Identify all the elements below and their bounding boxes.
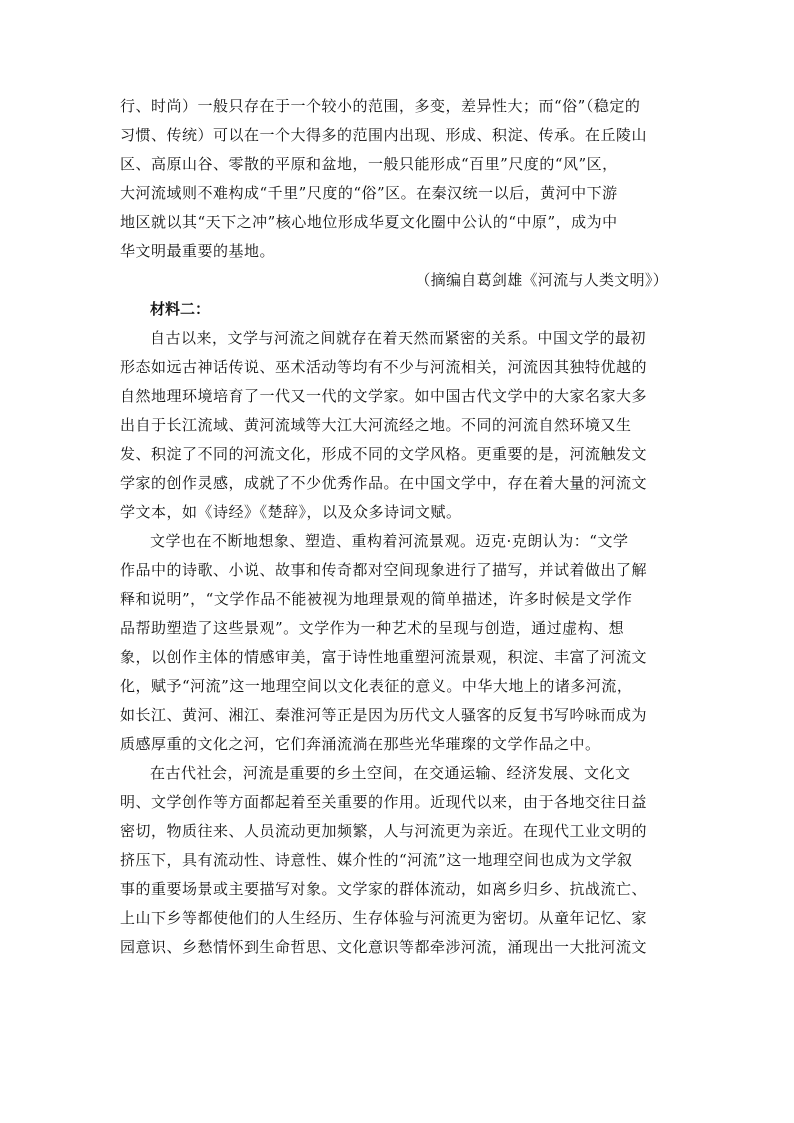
text-line: 自古以来，文学与河流之间就存在着天然而紧密的关系。中国文学的最初: [150, 329, 647, 347]
text-line: 文学也在不断地想象、塑造、重构着河流景观。迈克·克朗认为：“文学: [150, 532, 629, 550]
text-line: 区、高原山谷、零散的平原和盆地，一般只能形成“百里”尺度的“风”区，: [120, 155, 618, 173]
source-citation: （摘编自葛剑雄《河流与人类文明》）: [415, 271, 668, 289]
text-line: 化，赋予“河流”这一地理空间以文化表征的意义。中华大地上的诸多河流，: [120, 677, 633, 695]
text-line: 习惯、传统）可以在一个大得多的范围内出现、形成、积淀、传承。在丘陵山: [120, 126, 648, 144]
text-line: 学家的创作灵感，成就了不少优秀作品。在中国文学中，存在着大量的河流文: [120, 474, 648, 492]
text-line: 华文明最重要的基地。: [120, 242, 276, 260]
text-line: 形态如远古神话传说、巫术活动等均有不少与河流相关，河流因其独特优越的: [120, 358, 648, 376]
text-line: 作品中的诗歌、小说、故事和传奇都对空间现象进行了描写，并试着做出了解: [120, 561, 648, 579]
paragraph-2: [120, 324, 668, 527]
text-line: 事的重要场景或主要描写对象。文学家的群体流动，如离乡归乡、抗战流亡、: [120, 880, 648, 898]
section-heading: 材料二：: [150, 300, 211, 318]
text-line: 象，以创作主体的情感审美，富于诗性地重塑河流景观，积淀、丰富了河流文: [120, 648, 648, 666]
text-line: 上山下乡等都使他们的人生经历、生存体验与河流更为密切。从童年记忆、家: [120, 909, 648, 927]
text-line: 自然地理环境培育了一代又一代的文学家。如中国古代文学中的大家名家大多: [120, 387, 648, 405]
text-line: 大河流域则不难构成“千里”尺度的“俗”区。在秦汉统一以后，黄河中下游: [120, 184, 618, 202]
text-line: 行、时尚）一般只存在于一个较小的范围，多变，差异性大；而“俗”（稳定的: [120, 97, 641, 115]
text-line: 如长江、黄河、湘江、秦淮河等正是因为历代文人骚客的反复书写吟咏而成为: [120, 706, 648, 724]
text-line: 质感厚重的文化之河，它们奔涌流淌在那些光华璀璨的文学作品之中。: [120, 735, 601, 753]
text-line: 挤压下，具有流动性、诗意性、媒介性的“河流”这一地理空间也成为文学叙: [120, 851, 633, 869]
text-line: 园意识、乡愁情怀到生命哲思、文化意识等都牵涉河流，涌现出一大批河流文: [120, 938, 648, 956]
document-page: [120, 92, 668, 962]
text-line: 在古代社会，河流是重要的乡土空间，在交通运输、经济发展、文化文: [150, 764, 631, 782]
text-line: 释和说明”，“文学作品不能被视为地理景观的简单描述，许多时候是文学作: [120, 590, 633, 608]
text-line: 密切，物质往来、人员流动更加频繁，人与河流更为亲近。在现代工业文明的: [120, 822, 648, 840]
text-line: 学文本，如《诗经》《楚辞》，以及众多诗词文赋。: [120, 503, 462, 521]
paragraph-4: [120, 759, 668, 962]
text-line: 明、文学创作等方面都起着至关重要的作用。近现代以来，由于各地交往日益: [120, 793, 648, 811]
paragraph-3: [120, 527, 668, 759]
paragraph-1: [120, 92, 668, 266]
text-line: 品帮助塑造了这些景观”。文学作为一种艺术的呈现与创造，通过虚构、想: [120, 619, 625, 637]
text-line: 发、积淀了不同的河流文化，形成不同的文学风格。更重要的是，河流触发文: [120, 445, 648, 463]
text-line: 出自于长江流域、黄河流域等大江大河流经之地。不同的河流自然环境又生: [120, 416, 632, 434]
text-line: 地区就以其“天下之冲”核心地位形成华夏文化圈中公认的“中原”，成为中: [120, 213, 618, 231]
